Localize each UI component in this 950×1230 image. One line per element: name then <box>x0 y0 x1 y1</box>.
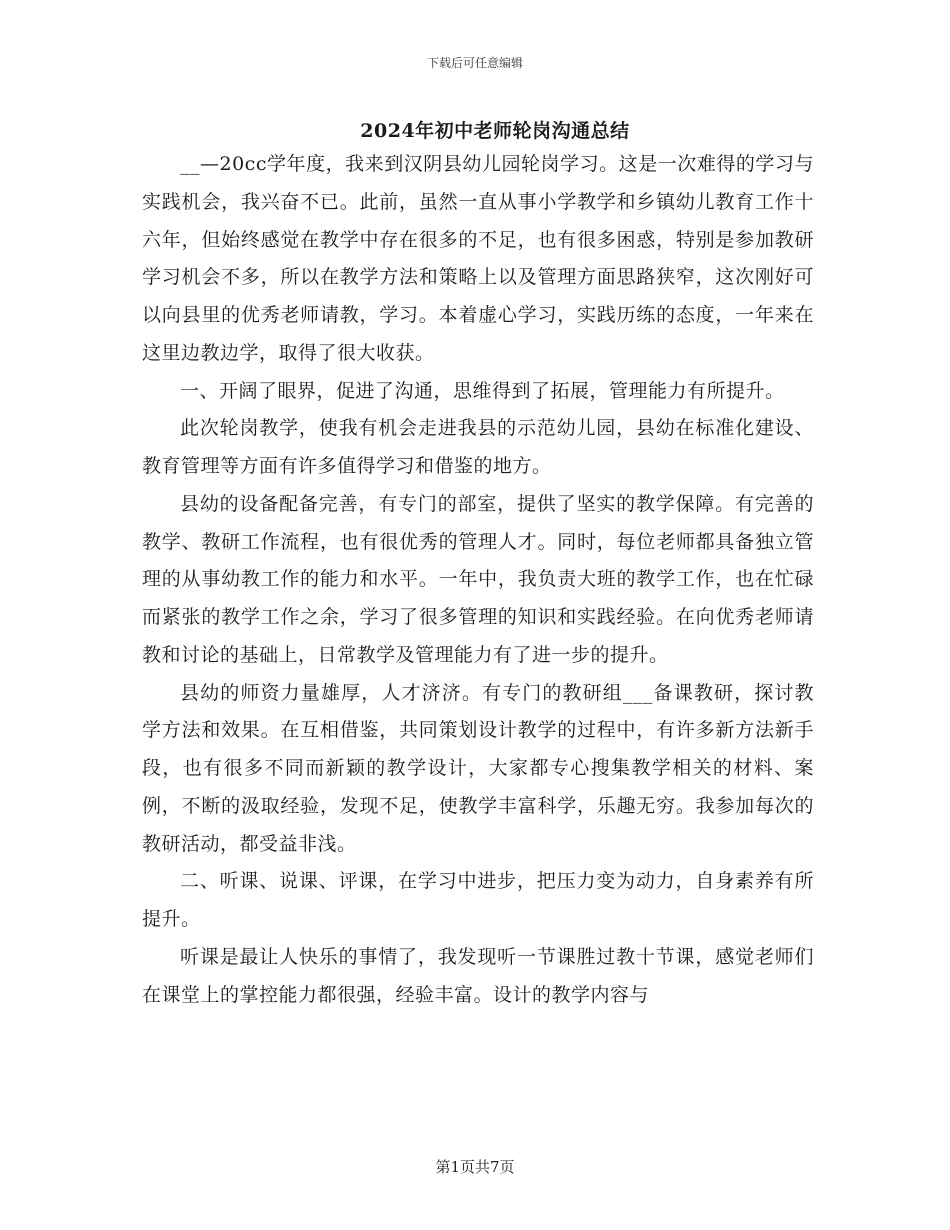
document-body <box>142 146 814 1014</box>
section-heading-1: 一、开阔了眼界，促进了沟通，思维得到了拓展，管理能力有所提升。 <box>180 379 785 402</box>
page-number: 第1页共7页 <box>435 1158 515 1176</box>
page-header-note: 下载后可任意编辑 <box>426 56 523 70</box>
paragraph-rotation: 此次轮岗教学，使我有机会走进我县的示范幼儿园，县幼在标准化建设、教育管理等方面有许多值得学习和借鉴的地方。 <box>142 417 814 477</box>
paragraph-teachers: 县幼的师资力量雄厚，人才济济。有专门的教研组___备课教研，探讨教学方法和效果。在互相借鉴，共同策划设计教学的过程中，有许多新方法新手段，也有很多不同而新颖的教学设计，大家都专心搜集教学相关的材料、案例，不断的汲取经验，发现不足，使教学丰富科学，乐趣无穷。我参加每次的教研活动，都受益非浅。 <box>142 681 814 855</box>
paragraph-intro: __—20cc学年度，我来到汉阴县幼儿园轮岗学习。这是一次难得的学习与实践机会，我兴奋不已。此前，虽然一直从事小学教学和乡镇幼儿教育工作十六年，但始终感觉在教学中存在很多的不足，也有很多困惑，特别是参加教研学习机会不多，所以在教学方法和策略上以及管理方面思路狭窄，这次刚好可以向县里的优秀老师请教，学习。本着虚心学习，实践历练的态度，一年来在这里边教边学，取得了很大收获。 <box>142 153 814 364</box>
paragraph-listening: 听课是最让人快乐的事情了，我发现听一节课胜过教十节课，感觉老师们在课堂上的掌控能力都很强，经验丰富。设计的教学内容与 <box>142 945 814 1006</box>
document-title: 2024年初中老师轮岗沟通总结 <box>360 120 630 142</box>
paragraph-equipment: 县幼的设备配备完善，有专门的部室，提供了坚实的教学保障。有完善的教学、教研工作流程，也有很优秀的管理人才。同时，每位老师都具备独立管理的从事幼教工作的能力和水平。一年中，我负责大班的教学工作，也在忙碌而紧张的教学工作之余，学习了很多管理的知识和实践经验。在向优秀老师请教和讨论的基础上，日常教学及管理能力有了进一步的提升。 <box>142 492 814 666</box>
section-heading-2: 二、听课、说课、评课，在学习中进步，把压力变为动力，自身素养有所提升。 <box>142 870 814 930</box>
